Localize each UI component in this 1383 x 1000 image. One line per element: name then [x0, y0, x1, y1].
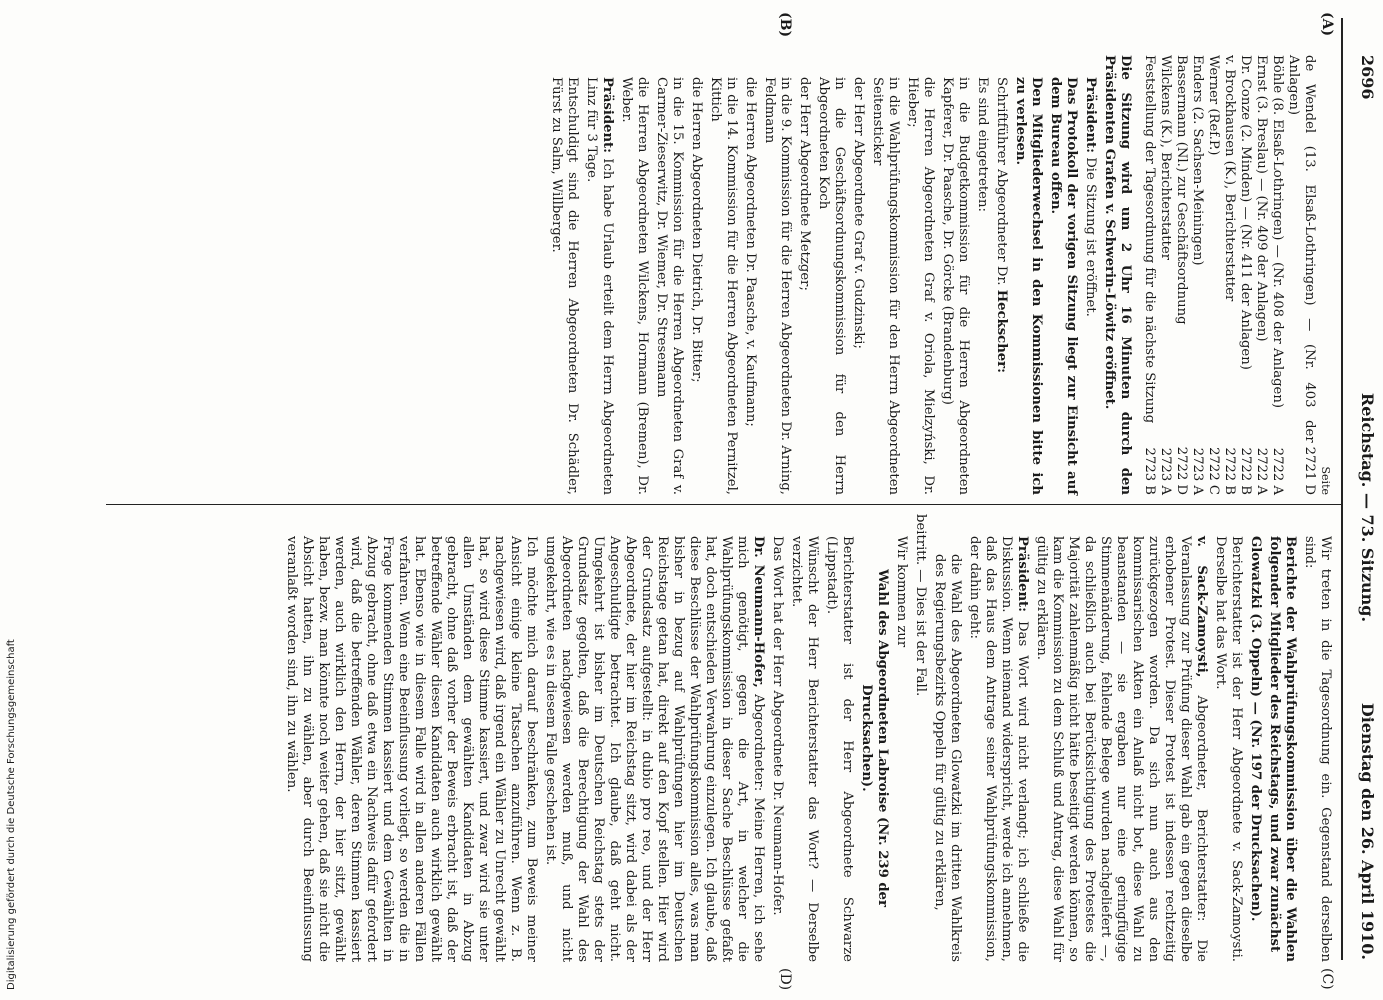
paragraph: Ich möchte mich darauf beschränken, zum Beweis meiner Ansicht einige kleine Tatsachen anzuführen. Wenn z. B. nachgewiesen wird, daß irgend ein Wähler zu Unrecht gewählt hat, so wird diese Stimme kassiert, und zwar wird sie unter allen Umständen dem gewählten Kandidaten in Abzug gebracht, ohne daß vorher der Beweis erbracht ist, daß der betreffende Wähler diesen Kandidaten auch wirklich gewählt hat. Ebenso wie in diesem Falle wird in allen anderen Fällen verfahren. Wenn eine Beeinflussung vorliegt, so werden die in Frage kommenden Stimmen kassiert und dem Gewählten in Abzug gebracht, ohne daß etwa ein Nachweis dafür gefordert wird, daß die betreffenden Wähler, deren Stimmen kassiert werden, auch wirklich den Herrn, der hier sitzt, gewählt haben, bezw. man könnte noch weiter gehen, daß sie nicht die Absicht hatten, ihn zu wählen, aber durch Beeinflussung veranlaßt worden sind, ihn zu wählen. — [284, 536, 539, 962]
toc-entry-page: 2722 B — [1238, 447, 1253, 495]
toc-entry — [1253, 55, 1269, 495]
membership-change-line: in die 9. Kommission für die Herren Abgeordneten Dr. Arning, Feldmann — [762, 77, 793, 495]
toc-entry-name: Enders (2. Sachsen-Meiningen) — [1190, 55, 1205, 266]
page-header — [1345, 55, 1377, 960]
toc-entry-name: Ernst (3. Breslau) — (Nr. 409 der Anlagen) — [1254, 55, 1269, 342]
toc-entry — [1141, 55, 1157, 495]
toc-entry — [1221, 55, 1237, 495]
toc-entry-page: 2723 A — [1158, 447, 1173, 495]
membership-change-line: in die Geschäftsordnungskommission für den Herrn Abgeordneten Koch — [816, 77, 847, 495]
paragraph: Entschuldigt sind die Herren Abgeordneten Dr. Schädler, Fürst zu Salm, Willberger. — [549, 77, 580, 495]
speaker-name: v. Sack-Zamoysti, — [1194, 536, 1209, 678]
seite-label: Seite — [1319, 466, 1332, 495]
opening-text: Die Sitzung wird um 2 Uhr 16 Minuten durch den Präsidenten Grafen v. Schwerin-Löwitz eröffnet. — [1102, 55, 1133, 495]
toc-entry — [1157, 55, 1173, 495]
toc-entry — [1285, 55, 1317, 495]
paragraph: Wünscht der Herr Berichterstatter das Wort? — Derselbe verzichtet. — [789, 536, 820, 962]
margin-letter-c: (C) — [1319, 968, 1335, 990]
paragraph: Berichterstatter ist der Herr Abgeordnete v. Sack-Zamoysti. Derselbe hat das Wort. — [1213, 536, 1244, 962]
toc-entry — [1237, 55, 1253, 495]
paragraph: Berichterstatter ist der Herr Abgeordnete Schwarze (Lippstadt). — [824, 536, 855, 962]
speaker-name: Präsident: — [1083, 77, 1098, 154]
toc-entry — [1205, 55, 1221, 495]
membership-change-line: die Herren Abgeordneten Graf v. Oriola, Mielzyński, Dr. Hieber; — [905, 77, 936, 495]
section-heading: Berichte der Wahlprüfungskommission über die Wahlen folgender Mitglieder des Reichstags, und zwar zunächst — [1267, 536, 1298, 962]
left-column — [545, 55, 1333, 495]
session-date: Dienstag den 26. April 1910. — [1358, 702, 1377, 960]
paragraph: Abgeordneter: Meine Herren, ich sehe mich genötigt, gegen die Art, in welcher die Wahlprüfungskommission in dieser Sache Beschlüsse gefaßt hat, doch entschieden Verwahrung einzulegen. Ich glaube, daß diese Beschlüsse der Wahlprüfungskommission alles, was man bisher in bezug auf Wahlprüfungen hier im Deutschen Reichstage getan hat, direkt auf den Kopf stellen. Hier wird der Grundsatz aufgestellt: in dubio pro reo, und der Herr Abgeordnete, der hier im Reichstag sitzt, wird dabei als der Angeschuldigte betrachtet. Ich glaube, daß geht nicht. Umgekehrt ist bisher im Deutschen Reichstag stets der Grundsatz gegolten, daß die Berechtigung der Wahl des Abgeordneten nachgewiesen werden muß, und nicht umgekehrt, wie es in diesem Falle geschehen ist. — [543, 536, 766, 962]
section-heading: Wahl des Abgeordneten Labroise (Nr. 239 der Drucksachen). — [859, 569, 890, 907]
membership-change-line: in die Budgetkommission für die Herren Abgeordneten Kapferer, Dr. Paasche, Dr. Görcke (Brandenburg) — [940, 77, 971, 495]
credit-strip — [6, 600, 20, 990]
toc-entry-name: Wilckens (K.), Berichterstatter — [1158, 55, 1173, 261]
toc-entry-page: 2723 A — [1190, 447, 1205, 495]
toc-entry-page: 2723 B — [1142, 447, 1157, 495]
toc-entry-name: v. Brockhausen (K.), Berichterstatter — [1222, 55, 1237, 302]
toc-entry-page: 2722 A — [1270, 447, 1285, 495]
toc-entry-name: Feststellung der Tagesordnung für die nächste Sitzung — [1142, 55, 1157, 424]
membership-change-line: in die 15. Kommission für die Herren Abgeordneten Graf v. Carmer-Zieserwitz, Dr. Wiemer, Dr. Stresemann — [654, 77, 685, 495]
paragraph: Das Protokoll der vorigen Sitzung liegt zur Einsicht auf dem Bureau offen. — [1048, 77, 1079, 495]
speaker-name: Heckscher: — [994, 289, 1009, 373]
column-divider — [106, 504, 1341, 505]
toc-entry — [1173, 55, 1189, 495]
header-rule — [1341, 18, 1343, 960]
toc-entry-page: 2722 B — [1222, 447, 1237, 495]
membership-change-line: in die Wahlprüfungskommission für den Herrn Abgeordneten Seitensticker — [870, 77, 901, 495]
margin-letter-a: (A) — [1319, 12, 1335, 37]
toc-entry — [1189, 55, 1205, 495]
page-number: 2696 — [1358, 55, 1377, 100]
membership-change-line: Es sind eingetreten: — [975, 77, 990, 212]
paragraph: Wir treten in die Tagesordnung ein. Gegenstand derselben sind: — [1302, 536, 1333, 962]
paragraph: beitritt. — Dies ist der Fall. — [913, 514, 928, 697]
speaker-name: Dr. Neumann-Hofer, — [751, 536, 766, 688]
toc-entry-name: Dr. Conze (2. Minden) — (Nr. 411 der Anlagen) — [1238, 55, 1253, 370]
membership-change-line: der Herr Abgeordnete Metzger; — [797, 77, 812, 291]
paragraph: Die Sitzung ist eröffnet. — [1083, 157, 1098, 317]
paragraph: Abgeordneter, Berichterstatter: Die Veranlassung zur Prüfung dieser Wahl gab ein gegen dieselbe erhobener Protest. Dieser Protest ist indessen rechtzeitig zurückgezogen worden. Da sich nun auch aus den kommissarischen Akten ein Anlaß nicht bot, diese Wahl zu beanstanden — sie ergaben nur eine geringfügige Stimmenänderung, fehlende Belege wurden nachgeliefert —, da schließlich auch bei Berücksichtigung des Protestes die Majorität zahlenmäßig nicht hätte beseitigt werden können, so kam die Kommission zu dem Schluß und Antrag, diese Wahl für gültig zu erklären. — [1034, 536, 1209, 962]
right-column — [280, 514, 1333, 962]
paragraph: die Wahl des Abgeordneten Glowatzki im dritten Wahlkreis des Regierungsbezirks Oppeln für gültig zu erklären, — [932, 554, 963, 962]
speaker-name: Präsident: — [1015, 536, 1030, 613]
secretary-label: Schriftführer Abgeordneter Dr. — [994, 77, 1009, 286]
toc-entry-page: 2722 D — [1174, 446, 1189, 495]
paragraph: Glowatzki (3. Oppeln) — (Nr. 197 der Drucksachen). — [1248, 536, 1263, 922]
toc-entry-name: Böhle (8. Elsaß-Lothringen) — (Nr. 408 der Anlagen) — [1270, 55, 1285, 408]
toc-entry-page: 2722 C — [1206, 447, 1221, 495]
toc-entry-page: 2722 A — [1254, 447, 1269, 495]
membership-change-line: die Herren Abgeordneten Wilckens, Hormann (Bremen), Dr. Weber. — [619, 77, 650, 495]
toc-entry-page: 2721 D — [1302, 446, 1317, 495]
speaker-name: Präsident: — [600, 77, 615, 154]
margin-letter-d: (D) — [777, 968, 793, 991]
toc-entry — [1269, 55, 1285, 495]
paragraph: Das Wort wird nicht verlangt; ich schließe die Diskussion. Wenn niemand widerspricht, werde ich annehmen, daß das Haus dem Antrage seiner Wahlprüfungskommission, der dahin geht: — [967, 536, 1030, 962]
paragraph: Den Mitgliederwechsel in den Kommissionen bitte ich zu verlesen. — [1013, 77, 1044, 495]
membership-changes — [618, 55, 990, 495]
membership-change-line: der Herr Abgeordnete Graf v. Gudzinski; — [851, 77, 866, 349]
toc-entry-name: Werner (Ref.P.) — [1206, 55, 1221, 156]
paragraph: Ich habe Urlaub erteilt dem Herrn Abgeordneten Linz für 3 Tage. — [584, 77, 615, 495]
membership-change-line: die Herren Abgeordneten Dietrich, Dr. Bitter; — [689, 77, 704, 383]
session-title: Reichstag. — 73. Sitzung. — [1358, 392, 1377, 623]
paragraph: Das Wort hat der Herr Abgeordnete Dr. Neumann-Hofer. — [770, 536, 785, 916]
toc-entry-name: Bassermann (Nl.) zur Geschäftsordnung — [1174, 55, 1189, 325]
toc-entry-name: de Wendel (13. Elsaß-Lothringen) — (Nr. 403 der Anlagen) — [1286, 55, 1317, 443]
margin-letter-b: (B) — [777, 12, 793, 38]
dfg-credit: Digitalisierung gefördert durch die Deutsche Forschungsgemeinschaft — [6, 639, 17, 990]
paragraph: Wir kommen zur — [894, 536, 909, 648]
toc-list — [1141, 55, 1317, 495]
membership-change-line: die Herren Abgeordneten Dr. Paasche, v. Kaufmann; — [743, 77, 758, 427]
membership-change-line: in die 14. Kommission für die Herren Abgeordneten Pernitzel, Kittich — [708, 77, 739, 495]
